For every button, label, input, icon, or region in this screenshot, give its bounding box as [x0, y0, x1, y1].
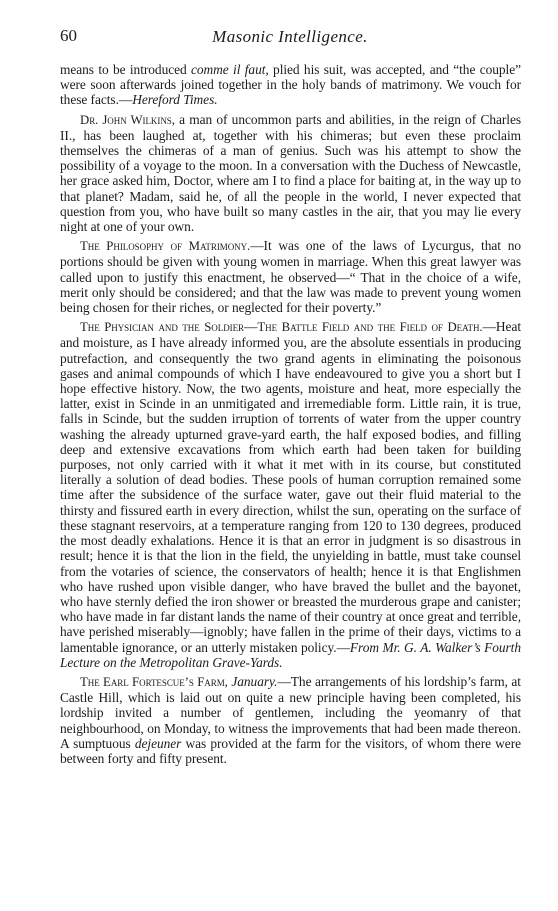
text-run: means to be introduced: [60, 62, 192, 77]
source-citation: Hereford Times.: [132, 92, 218, 108]
text-run: —: [244, 319, 258, 335]
paragraph-marriage-continuation: [60, 62, 521, 108]
italic-word: dejeuner: [134, 735, 182, 751]
paragraph-heading: The Physician and the Soldier: [80, 320, 245, 335]
text-run: —The arrangements of his lordship’s farm, at Castle Hill, which is laid out on quite a new principle having been completed, his lordship invited a number of gentlemen, including the yeomanry of that neighbourhood, on Monday, to witness the improvements that had been made thereon. A sumptuous: [60, 673, 521, 751]
paragraph-heading: The Philosophy of Matrimony.: [80, 239, 251, 254]
body-text: [60, 62, 521, 766]
italic-date: January.: [231, 673, 278, 689]
text-run: —It was one of the laws of Lycurgus, that no portions should be given with young women in marriage. When this great lawyer was called upon to justify this enactment, he observed—“ That in the choice of a wife, merit only should be considered; and that the law was made to prevent young women being chosen for their riches, or neglected for their poverty.”: [60, 238, 521, 316]
text-run: —Heat and moisture, as I have already informed you, are the absolute essentials in producing putrefaction, and consequently the two grand agents in eliminating the poisonous gases and animal compounds of which I have endeavoured to give you a short but I hope effective history. Now, the two agents, moisture and heat, more especially the latter, exist in Scinde in an unmitigated and irremediable form. Little rain, it is true, falls in Scinde, but the sudden irruption of torrents of water from the upper country washing the already upturned grave-yard earth, the half exposed bodies, and filling deep and extensive excavations from which earth had been taken for building purposes, not only carried with it what it met with in its course, but constituted literally a solution of dead bodies. These pools of human corruption remained some time after the subsidence of the surface water, gave out their fluid material to the thirsty and fissured earth in every direction, whilst the sun, operating on the surface of these stagnant reservoirs, at a temperature ranging from 120 to 130 degrees, produced the most deadly exhalations. Hence it is that an error in judgment is so disastrous in result; hence it is that the lion in the field, the unyielding in battle, must take counsel from the votaries of science, the conservators of health; hence it is that Englishmen who have rushed upon visible danger, who have braved the bullet and the bayonet, who have sternly defied the iron shower or breasted the murderous grape and canister; who have made in far distant lands the name of their country at once great and terrible, have perished miserably—ignobly; have fallen in the prime of their days, victims to a lamentable ignorance, or an utterly mistaken policy.—: [60, 319, 522, 655]
paragraph-john-wilkins: [60, 112, 521, 235]
page-header: [60, 26, 520, 52]
paragraph-subheading: The Battle Field and the Field of Death.: [257, 320, 483, 335]
source-citation: From Mr. G. A. Walker’s Fourth Lecture on the Metropolitan Grave-Yards.: [60, 639, 521, 670]
paragraph-earl-fortescue-farm: [60, 674, 521, 766]
text-run: was provided at the farm for the visitors, of whom there were between forty and fifty present.: [60, 735, 521, 766]
text-run: a man of uncommon parts and abilities, in the reign of Charles II., has been laughed at, together with his chimeras; but even these proclaim themselves the chimeras of a man of genius. Such was his attempt to show the possibility of a voyage to the moon. In a conversation with the Duchess of Newcastle, her grace asked him, Doctor, where am I to find a place for baiting at, in the way up to that planet? Madam, said he, of all the people in the world, I never expected that question from you, who have built so many castles in the air, that you may lie every night at one of your own.: [60, 111, 521, 235]
paragraph-heading: Dr. John Wilkins,: [80, 112, 175, 127]
text-run: plied his suit, was accepted, and “the couple” were soon afterwards joined together in the holy bands of matrimony. We vouch for these facts.—: [60, 62, 521, 108]
italic-phrase: comme il faut,: [191, 62, 269, 77]
running-title: Masonic Intelligence.: [212, 27, 368, 46]
page-number: 60: [60, 26, 77, 45]
paragraph-heading: The Earl Fortescue’s Farm,: [80, 674, 228, 689]
paragraph-philosophy-of-matrimony: [60, 238, 521, 315]
paragraph-physician-and-soldier: [60, 319, 521, 670]
